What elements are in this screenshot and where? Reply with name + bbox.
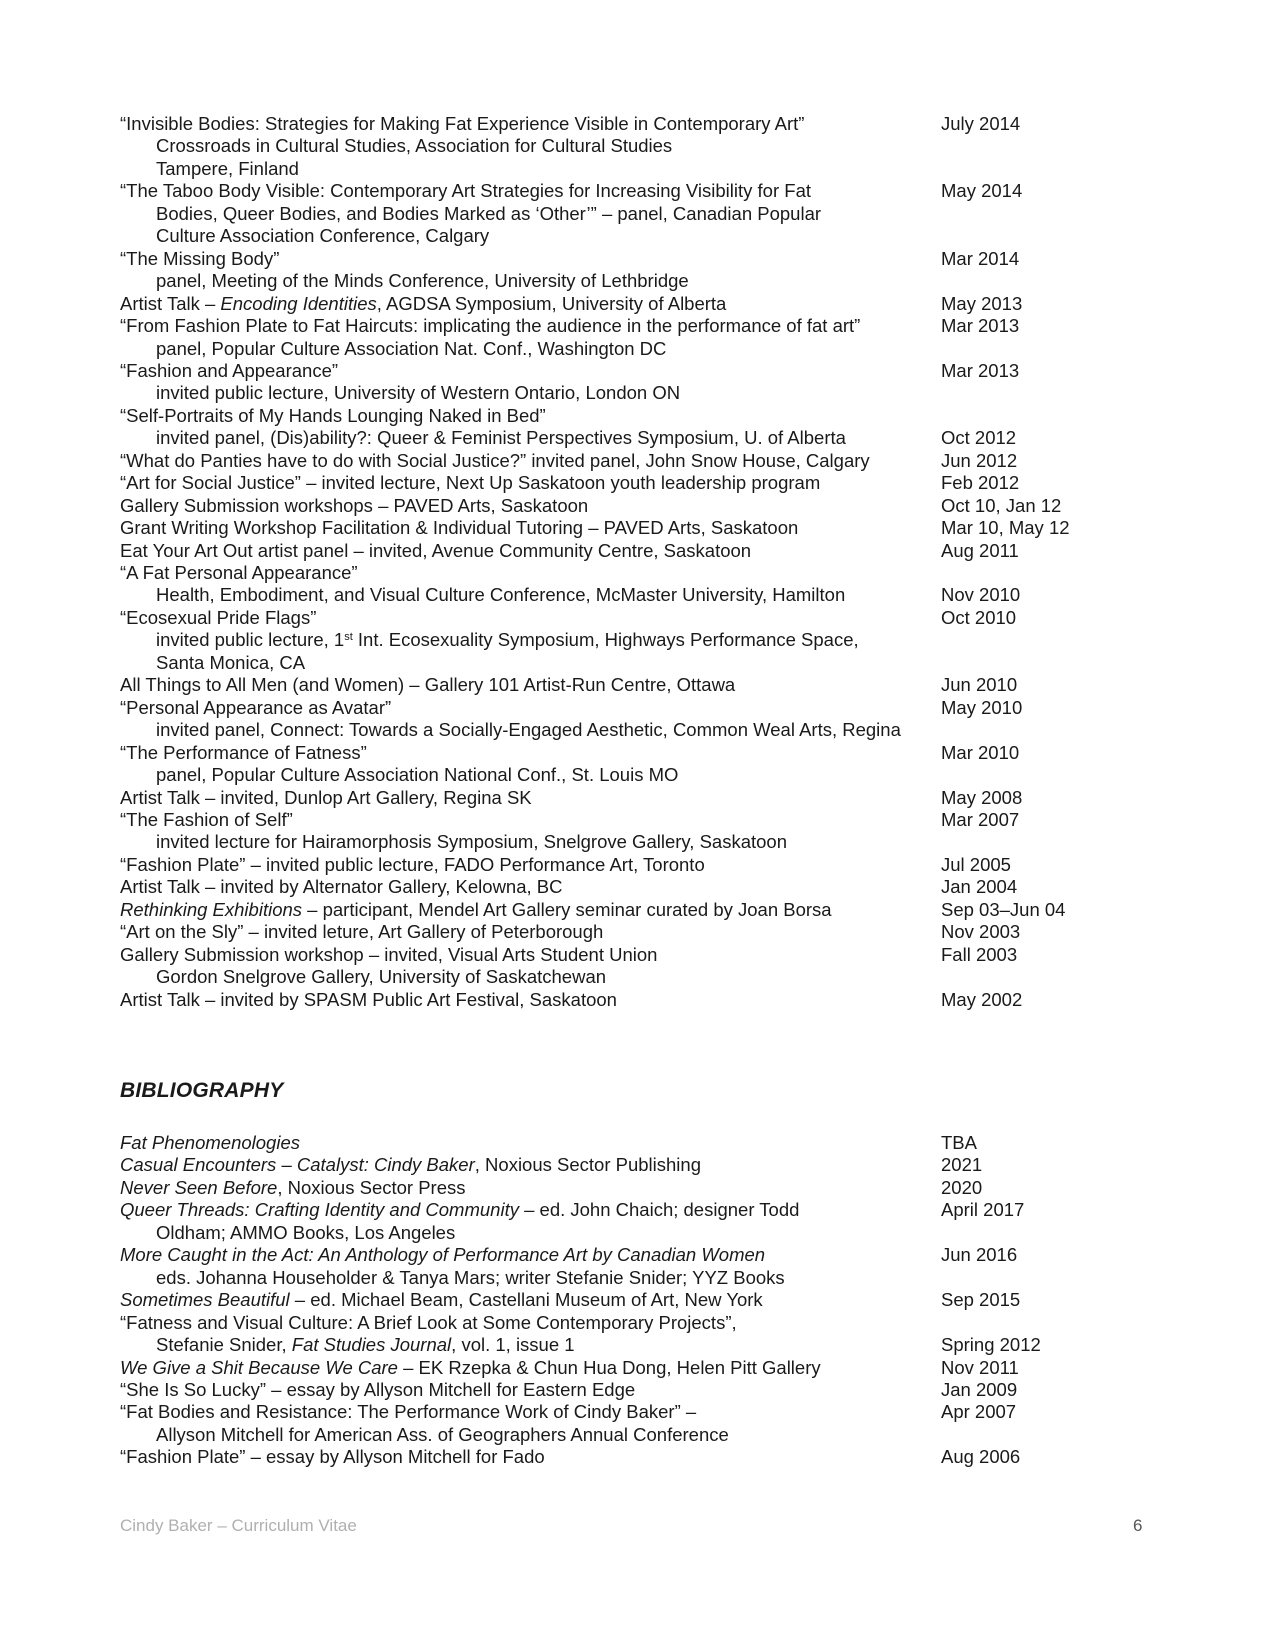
text-segment: “From Fashion Plate to Fat Haircuts: implicating the audience in the performance of fat art” <box>120 315 861 337</box>
talk-entry <box>0 494 1275 517</box>
text-segment: – ed. John Chaich; designer Todd <box>518 1199 800 1221</box>
talk-entry-text <box>120 696 391 719</box>
bibliography-entry <box>0 1131 1275 1154</box>
bibliography-entry-text <box>156 1423 729 1446</box>
bibliography-entry-date: Jan 2009 <box>941 1378 1018 1400</box>
bibliography-entry-text <box>120 1288 763 1311</box>
bibliography-entry-date: 2020 <box>941 1176 983 1198</box>
talk-entry-text <box>120 808 293 831</box>
bibliography-entry-text <box>120 1198 799 1221</box>
talk-entry-text <box>156 202 821 225</box>
talk-entry <box>0 337 1275 360</box>
bibliography-entry-text <box>156 1333 575 1356</box>
talk-entry <box>0 696 1275 719</box>
talk-entry-text <box>156 763 678 786</box>
text-segment: panel, Popular Culture Association Nat. Conf., Washington DC <box>156 337 667 359</box>
talk-entry-text <box>120 516 798 539</box>
page-number: 6 <box>1133 1516 1143 1535</box>
talk-entry-date: Mar 2010 <box>941 741 1020 763</box>
talk-entry-date: May 2014 <box>941 180 1023 202</box>
talk-entry-text <box>120 606 316 629</box>
text-segment: Gallery Submission workshops – PAVED Arts, Saskatoon <box>120 494 589 516</box>
talk-entry <box>0 112 1275 135</box>
bibliography-entry-text <box>120 1176 466 1199</box>
bibliography-entry <box>0 1311 1275 1334</box>
italic-title: Fat Studies Journal <box>291 1334 452 1356</box>
talk-entry-text <box>120 359 338 382</box>
talk-entry-text <box>156 583 845 606</box>
talk-entry-text <box>156 965 606 988</box>
text-segment: Eat Your Art Out artist panel – invited, Avenue Community Centre, Saskatoon <box>120 539 752 561</box>
talk-entry <box>0 561 1275 584</box>
talk-entry-text <box>156 628 859 651</box>
bibliography-entry-text <box>156 1266 785 1289</box>
talk-entry-text <box>120 314 860 337</box>
text-segment: Gallery Submission workshop – invited, Visual Arts Student Union <box>120 943 658 965</box>
talk-entry <box>0 853 1275 876</box>
text-segment: invited lecture for Hairamorphosis Symposium, Snelgrove Gallery, Saskatoon <box>156 831 787 853</box>
talk-entry <box>0 202 1275 225</box>
text-segment: “Personal Appearance as Avatar” <box>120 696 392 718</box>
talk-entry <box>0 741 1275 764</box>
text-segment: , vol. 1, issue 1 <box>451 1334 575 1356</box>
text-segment: Santa Monica, CA <box>156 651 306 673</box>
text-segment: Artist Talk – invited, Dunlop Art Gallery, Regina SK <box>120 786 532 808</box>
italic-title: We Give a Shit Because We Care <box>120 1356 398 1378</box>
text-segment: “What do Panties have to do with Social Justice?” invited panel, John Snow House, Calgary <box>120 449 870 471</box>
bibliography-entry-date: 2021 <box>941 1154 983 1176</box>
bibliography-entry <box>0 1176 1275 1199</box>
talk-entry-text <box>156 830 787 853</box>
bibliography-entry <box>0 1266 1275 1289</box>
text-segment: “Fatness and Visual Culture: A Brief Look at Some Contemporary Projects”, <box>120 1311 737 1333</box>
bibliography-entry-text <box>120 1153 701 1176</box>
bibliography-entry <box>0 1378 1275 1401</box>
bibliography-entry-date: Aug 2006 <box>941 1446 1021 1468</box>
talk-entry <box>0 718 1275 741</box>
text-segment: Grant Writing Workshop Facilitation & Individual Tutoring – PAVED Arts, Saskatoon <box>120 517 799 539</box>
talk-entry <box>0 830 1275 853</box>
talk-entry-text <box>156 337 666 360</box>
bibliography-entry-date: Nov 2011 <box>941 1356 1019 1378</box>
talk-entry-text <box>120 471 820 494</box>
text-segment: – ed. Michael Beam, Castellani Museum of Art, New York <box>289 1289 763 1311</box>
text-segment: “Fashion and Appearance” <box>120 359 339 381</box>
text-segment: panel, Popular Culture Association National Conf., St. Louis MO <box>156 764 679 786</box>
talk-entry-text <box>120 494 588 517</box>
text-segment: “Art on the Sly” – invited leture, Art Gallery of Peterborough <box>120 921 604 943</box>
talk-entry <box>0 808 1275 831</box>
talk-entry-date: Jul 2005 <box>941 853 1011 875</box>
talk-entry-text <box>120 920 603 943</box>
talk-entry <box>0 628 1275 651</box>
talk-entry-text <box>156 426 846 449</box>
talk-entry-date: Mar 2007 <box>941 808 1020 830</box>
talk-entry-text <box>156 157 299 180</box>
bibliography-entry-text <box>120 1378 635 1401</box>
text-segment: Int. Ecosexuality Symposium, Highways Performance Space, <box>352 629 859 651</box>
text-segment: invited panel, (Dis)ability?: Queer & Feminist Perspectives Symposium, U. of Alberta <box>156 427 846 449</box>
talk-entry-text <box>120 875 562 898</box>
text-segment: Gordon Snelgrove Gallery, University of Saskatchewan <box>156 966 607 988</box>
talk-entry-text <box>120 292 726 315</box>
talk-entry-text <box>120 988 617 1011</box>
text-segment: “The Missing Body” <box>120 247 280 269</box>
text-segment: “Art for Social Justice” – invited lecture, Next Up Saskatoon youth leadership program <box>120 472 821 494</box>
text-segment: “A Fat Personal Appearance” <box>120 562 358 583</box>
talk-entry-text <box>120 741 367 764</box>
talk-entry-date: Sep 03–Jun 04 <box>941 898 1066 920</box>
talk-entry-text <box>120 247 279 270</box>
footer-title: Cindy Baker – Curriculum Vitae <box>120 1516 357 1535</box>
talk-entry-text <box>156 134 672 157</box>
talk-entry-text <box>120 853 705 876</box>
talk-entry-text <box>120 898 832 921</box>
talk-entry <box>0 471 1275 494</box>
bibliography-entry <box>0 1221 1275 1244</box>
talk-entry <box>0 651 1275 674</box>
talk-entry-text <box>156 269 689 292</box>
talk-entry-date: Mar 2014 <box>941 247 1020 269</box>
talk-entry-text <box>120 179 811 202</box>
italic-title: Never Seen Before <box>120 1176 278 1198</box>
talk-entry <box>0 606 1275 629</box>
bibliography-entry <box>0 1333 1275 1356</box>
bibliography-entry-date: TBA <box>941 1132 977 1153</box>
bibliography-entry-date: Jun 2016 <box>941 1244 1018 1266</box>
talk-entry-date: Jun 2010 <box>941 674 1018 696</box>
italic-title: Queer Threads: Crafting Identity and Community <box>120 1199 519 1221</box>
talk-entry <box>0 898 1275 921</box>
text-segment: invited public lecture, 1 <box>156 629 345 651</box>
talk-entry-date: Oct 2010 <box>941 606 1017 628</box>
text-segment: “Invisible Bodies: Strategies for Making Fat Experience Visible in Contemporary Art” <box>120 113 805 134</box>
bibliography-entry-date: Apr 2007 <box>941 1401 1017 1423</box>
text-segment: “She Is So Lucky” – essay by Allyson Mitchell for Eastern Edge <box>120 1378 636 1400</box>
talk-entry <box>0 269 1275 292</box>
bibliography-entry-date: Sep 2015 <box>941 1289 1021 1311</box>
talk-entry-date: Mar 2013 <box>941 315 1020 337</box>
text-segment: “The Performance of Fatness” <box>120 741 367 763</box>
talk-entry <box>0 426 1275 449</box>
talk-entry-date: July 2014 <box>941 113 1021 134</box>
bibliography-entry-text <box>156 1221 455 1244</box>
text-segment: Artist Talk – <box>120 292 221 314</box>
talk-entry <box>0 673 1275 696</box>
talk-entry-text <box>156 651 305 674</box>
talk-entry-date: Jun 2012 <box>941 449 1018 471</box>
talk-entry <box>0 359 1275 382</box>
bibliography-entry-text <box>120 1131 300 1154</box>
bibliography-entry-text <box>120 1356 821 1379</box>
talk-entry-date: May 2013 <box>941 292 1023 314</box>
talk-entry-date: Mar 10, May 12 <box>941 517 1070 539</box>
talk-entry-date: Feb 2012 <box>941 472 1020 494</box>
talk-entry <box>0 988 1275 1011</box>
text-segment: Artist Talk – invited by Alternator Gallery, Kelowna, BC <box>120 876 563 898</box>
bibliography-entry <box>0 1445 1275 1468</box>
text-segment: “The Taboo Body Visible: Contemporary Art Strategies for Increasing Visibility for Fat <box>120 180 811 202</box>
text-segment: Stefanie Snider, <box>156 1334 292 1356</box>
talk-entry <box>0 449 1275 472</box>
text-segment: – participant, Mendel Art Gallery seminar curated by Joan Borsa <box>302 898 832 920</box>
talk-entry <box>0 134 1275 157</box>
talk-entry-text <box>156 224 489 247</box>
talk-entry-date: Nov 2010 <box>941 584 1021 606</box>
talk-entry <box>0 875 1275 898</box>
talk-entry <box>0 179 1275 202</box>
bibliography-entry <box>0 1423 1275 1446</box>
italic-title: Casual Encounters – Catalyst: Cindy Baker <box>120 1154 475 1176</box>
text-segment: “Fashion Plate” – essay by Allyson Mitchell for Fado <box>120 1446 545 1468</box>
text-segment: panel, Meeting of the Minds Conference, University of Lethbridge <box>156 270 689 292</box>
bibliography-entry-date: Spring 2012 <box>941 1334 1041 1356</box>
talk-entry <box>0 247 1275 270</box>
talk-entry-text <box>120 404 546 427</box>
talk-entry <box>0 516 1275 539</box>
talk-entry-text <box>120 561 358 584</box>
talk-entry <box>0 314 1275 337</box>
talk-entry-date: Jan 2004 <box>941 876 1018 898</box>
text-segment: Bodies, Queer Bodies, and Bodies Marked as ‘Other’” – panel, Canadian Popular <box>156 202 822 224</box>
text-segment: – EK Rzepka & Chun Hua Dong, Helen Pitt Gallery <box>397 1356 821 1378</box>
talk-entry <box>0 404 1275 427</box>
bibliography-heading: BIBLIOGRAPHY <box>120 1079 284 1102</box>
text-segment: “Fashion Plate” – invited public lecture, FADO Performance Art, Toronto <box>120 853 705 875</box>
italic-title: Fat Phenomenologies <box>120 1132 300 1153</box>
talk-entry-text <box>120 449 870 472</box>
talk-entry <box>0 763 1275 786</box>
talk-entry-text <box>120 673 735 696</box>
talk-entry-text <box>120 786 532 809</box>
talk-entry-text <box>156 381 680 404</box>
text-segment: eds. Johanna Householder & Tanya Mars; writer Stefanie Snider; YYZ Books <box>156 1266 785 1288</box>
talk-entry <box>0 381 1275 404</box>
talk-entry-date: Oct 10, Jan 12 <box>941 494 1062 516</box>
text-segment: “Fat Bodies and Resistance: The Performance Work of Cindy Baker” – <box>120 1401 697 1423</box>
text-segment: invited public lecture, University of Western Ontario, London ON <box>156 382 681 404</box>
talk-entry <box>0 943 1275 966</box>
text-segment: “Self-Portraits of My Hands Lounging Naked in Bed” <box>120 404 546 426</box>
text-segment: , Noxious Sector Press <box>277 1176 466 1198</box>
talk-entry-date: Mar 2013 <box>941 359 1020 381</box>
text-segment: All Things to All Men (and Women) – Gallery 101 Artist-Run Centre, Ottawa <box>120 674 736 696</box>
talk-entry-text <box>156 718 901 741</box>
bibliography-entry <box>0 1243 1275 1266</box>
talk-entry-text <box>120 943 657 966</box>
talk-entry-date: May 2002 <box>941 988 1023 1010</box>
talk-entry-date: Oct 2012 <box>941 427 1017 449</box>
talk-entry-date: May 2008 <box>941 786 1023 808</box>
bibliography-entry-text <box>120 1400 696 1423</box>
text-segment: Tampere, Finland <box>156 157 299 179</box>
talk-entry <box>0 583 1275 606</box>
text-segment: “The Fashion of Self” <box>120 808 293 830</box>
bibliography-entry <box>0 1288 1275 1311</box>
talk-entry-text <box>120 112 804 135</box>
talk-entry <box>0 224 1275 247</box>
talk-entry <box>0 292 1275 315</box>
talk-entry-date: May 2010 <box>941 696 1023 718</box>
text-segment: , AGDSA Symposium, University of Alberta <box>376 292 727 314</box>
italic-title: More Caught in the Act: An Anthology of Performance Art by Canadian Women <box>120 1244 766 1266</box>
text-segment: Allyson Mitchell for American Ass. of Geographers Annual Conference <box>156 1423 729 1445</box>
italic-title: Encoding Identities <box>220 292 377 314</box>
text-segment: invited panel, Connect: Towards a Socially-Engaged Aesthetic, Common Weal Arts, Regina <box>156 719 901 741</box>
talk-entry <box>0 157 1275 180</box>
text-segment: Culture Association Conference, Calgary <box>156 225 490 247</box>
bibliography-entry-text <box>120 1311 737 1334</box>
talk-entry <box>0 539 1275 562</box>
talk-entry-date: Nov 2003 <box>941 921 1021 943</box>
text-segment: Crossroads in Cultural Studies, Association for Cultural Studies <box>156 135 673 157</box>
talk-entry <box>0 920 1275 943</box>
text-segment: Health, Embodiment, and Visual Culture Conference, McMaster University, Hamilton <box>156 584 846 606</box>
bibliography-entry <box>0 1400 1275 1423</box>
bibliography-entry <box>0 1198 1275 1221</box>
talk-entry-text <box>120 539 751 562</box>
text-segment: st <box>344 631 353 644</box>
talk-entry <box>0 786 1275 809</box>
bibliography-entry-text <box>120 1445 545 1468</box>
text-segment: Oldham; AMMO Books, Los Angeles <box>156 1221 456 1243</box>
text-segment: Artist Talk – invited by SPASM Public Art Festival, Saskatoon <box>120 988 617 1010</box>
text-segment: , Noxious Sector Publishing <box>474 1154 701 1176</box>
talk-entry-date: Aug 2011 <box>941 539 1019 561</box>
italic-title: Rethinking Exhibitions <box>120 898 303 920</box>
bibliography-entry <box>0 1356 1275 1379</box>
bibliography-entry <box>0 1153 1275 1176</box>
bibliography-entry-date: April 2017 <box>941 1199 1025 1221</box>
bibliography-entry-text <box>120 1243 765 1266</box>
text-segment: “Ecosexual Pride Flags” <box>120 606 317 628</box>
italic-title: Sometimes Beautiful <box>120 1289 290 1311</box>
talk-entry <box>0 965 1275 988</box>
talk-entry-date: Fall 2003 <box>941 943 1018 965</box>
